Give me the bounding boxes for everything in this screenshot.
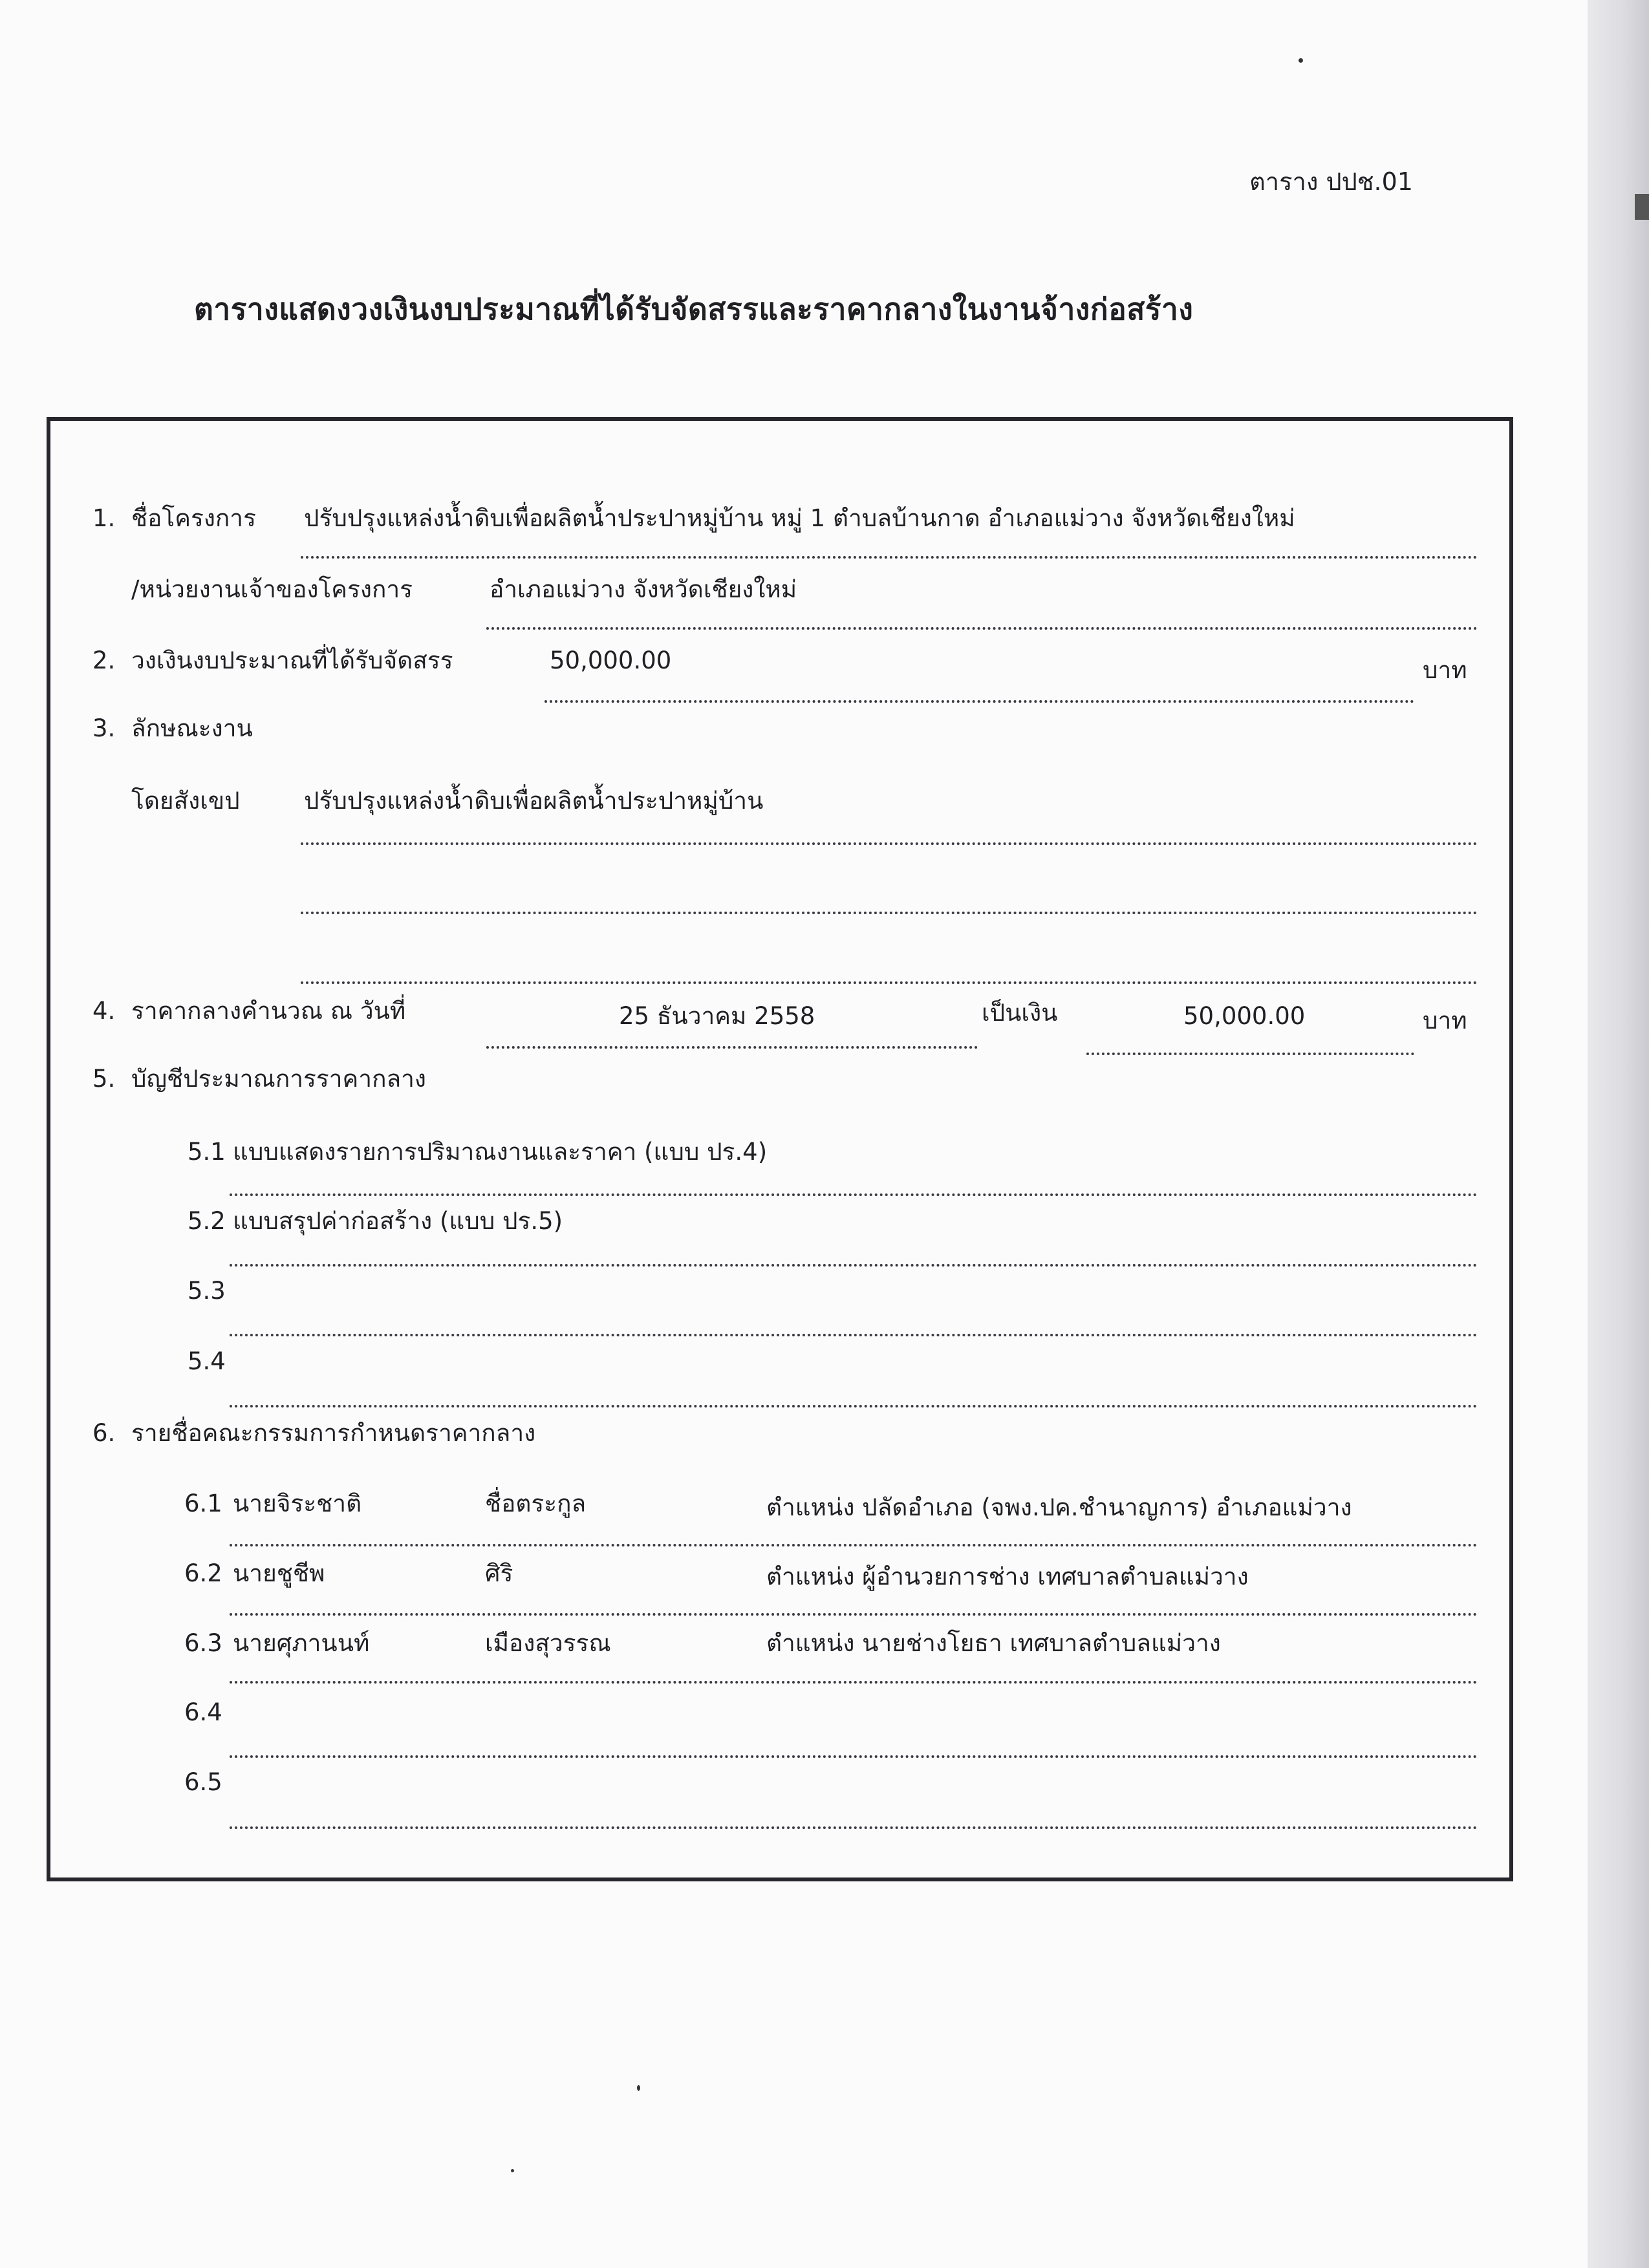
summary-line — [301, 981, 1478, 984]
summary-value: ปรับปรุงแหล่งน้ำดิบเพื่อผลิตน้ำประปาหมู่บ้าน — [304, 787, 764, 815]
scan-edge-mark — [1635, 194, 1649, 220]
committee-last-name: เมืองสุวรรณ — [485, 1629, 611, 1657]
item5-row-number: 5.3 — [188, 1277, 226, 1305]
calc-date: 25 ธันวาคม 2558 — [619, 1002, 815, 1030]
item3-number: 3. — [92, 714, 116, 742]
item4-label: ราคากลางคำนวณ ณ วันที่ — [131, 997, 406, 1025]
item5-row-number: 5.1 — [188, 1138, 226, 1166]
item5-number: 5. — [92, 1065, 116, 1093]
item3-label: ลักษณะงาน — [131, 714, 253, 742]
item2-label: วงเงินงบประมาณที่ได้รับจัดสรร — [131, 647, 453, 674]
committee-row-number: 6.2 — [184, 1559, 222, 1587]
budget-value: 50,000.00 — [550, 647, 672, 674]
committee-row-line — [230, 1544, 1478, 1546]
committee-row-number: 6.4 — [184, 1698, 222, 1726]
summary-line — [301, 912, 1478, 914]
committee-row-line — [230, 1613, 1478, 1616]
item5-row-text: แบบแสดงรายการปริมาณงานและราคา (แบบ ปร.4) — [233, 1138, 768, 1166]
summary-label: โดยสังเขป — [131, 787, 240, 815]
committee-row-line — [230, 1826, 1478, 1829]
budget-line — [544, 700, 1414, 703]
committee-row-number: 6.1 — [184, 1490, 222, 1517]
item1-label: ชื่อโครงการ — [131, 504, 256, 532]
item6-label: รายชื่อคณะกรรมการกำหนดราคากลาง — [131, 1419, 536, 1447]
page-title: ตารางแสดงวงเงินงบประมาณที่ได้รับจัดสรรและราคากลางในงานจ้างก่อสร้าง — [194, 292, 1194, 326]
committee-row-number: 6.5 — [184, 1768, 222, 1796]
committee-position: ตำแหน่ง ผู้อำนวยการช่าง เทศบาลตำบลแม่วาง — [766, 1563, 1249, 1590]
scan-speck — [511, 2169, 514, 2172]
amount-label: เป็นเงิน — [982, 999, 1058, 1027]
calc-date-line — [486, 1046, 978, 1049]
item5-row-text: แบบสรุปค่าก่อสร้าง (แบบ ปร.5) — [233, 1207, 563, 1235]
item2-number: 2. — [92, 647, 116, 674]
item1-number: 1. — [92, 504, 116, 532]
committee-first-name: นายศุภานนท์ — [233, 1629, 370, 1657]
item5-label: บัญชีประมาณการราคากลาง — [131, 1065, 426, 1093]
scan-speck — [637, 2085, 640, 2091]
median-price-unit: บาท — [1423, 1007, 1467, 1034]
project-name-line — [301, 556, 1478, 559]
owner-line — [486, 627, 1478, 630]
item5-row-number: 5.2 — [188, 1207, 226, 1235]
item5-row-line — [230, 1193, 1478, 1196]
summary-line — [301, 842, 1478, 845]
committee-first-name: นายชูชีพ — [233, 1559, 325, 1587]
item5-row-line — [230, 1405, 1478, 1407]
item6-number: 6. — [92, 1419, 116, 1447]
committee-row-number: 6.3 — [184, 1629, 222, 1657]
committee-last-name: ชื่อตระกูล — [485, 1490, 587, 1517]
committee-last-name: ศิริ — [485, 1559, 513, 1587]
scan-edge — [1588, 0, 1649, 2268]
budget-unit: บาท — [1423, 656, 1467, 684]
committee-first-name: นายจิระชาติ — [233, 1490, 362, 1517]
median-price-line — [1086, 1053, 1414, 1055]
form-code: ตาราง ปปช.01 — [1249, 167, 1413, 196]
committee-position: ตำแหน่ง ปลัดอำเภอ (จพง.ปค.ชำนาญการ) อำเภอแม่วาง — [766, 1493, 1352, 1521]
item4-number: 4. — [92, 997, 116, 1025]
item5-row-line — [230, 1334, 1478, 1336]
item5-row-line — [230, 1264, 1478, 1267]
committee-position: ตำแหน่ง นายช่างโยธา เทศบาลตำบลแม่วาง — [766, 1629, 1221, 1657]
scan-speck — [1299, 58, 1303, 63]
owner-label: /หน่วยงานเจ้าของโครงการ — [131, 575, 413, 603]
item5-row-number: 5.4 — [188, 1347, 226, 1375]
committee-row-line — [230, 1755, 1478, 1758]
project-name-value: ปรับปรุงแหล่งน้ำดิบเพื่อผลิตน้ำประปาหมู่บ้าน หมู่ 1 ตำบลบ้านกาด อำเภอแม่วาง จังหวัดเชียงใหม่ — [304, 504, 1295, 532]
committee-row-line — [230, 1681, 1478, 1684]
median-price-value: 50,000.00 — [1183, 1002, 1306, 1030]
owner-value: อำเภอแม่วาง จังหวัดเชียงใหม่ — [490, 575, 797, 603]
